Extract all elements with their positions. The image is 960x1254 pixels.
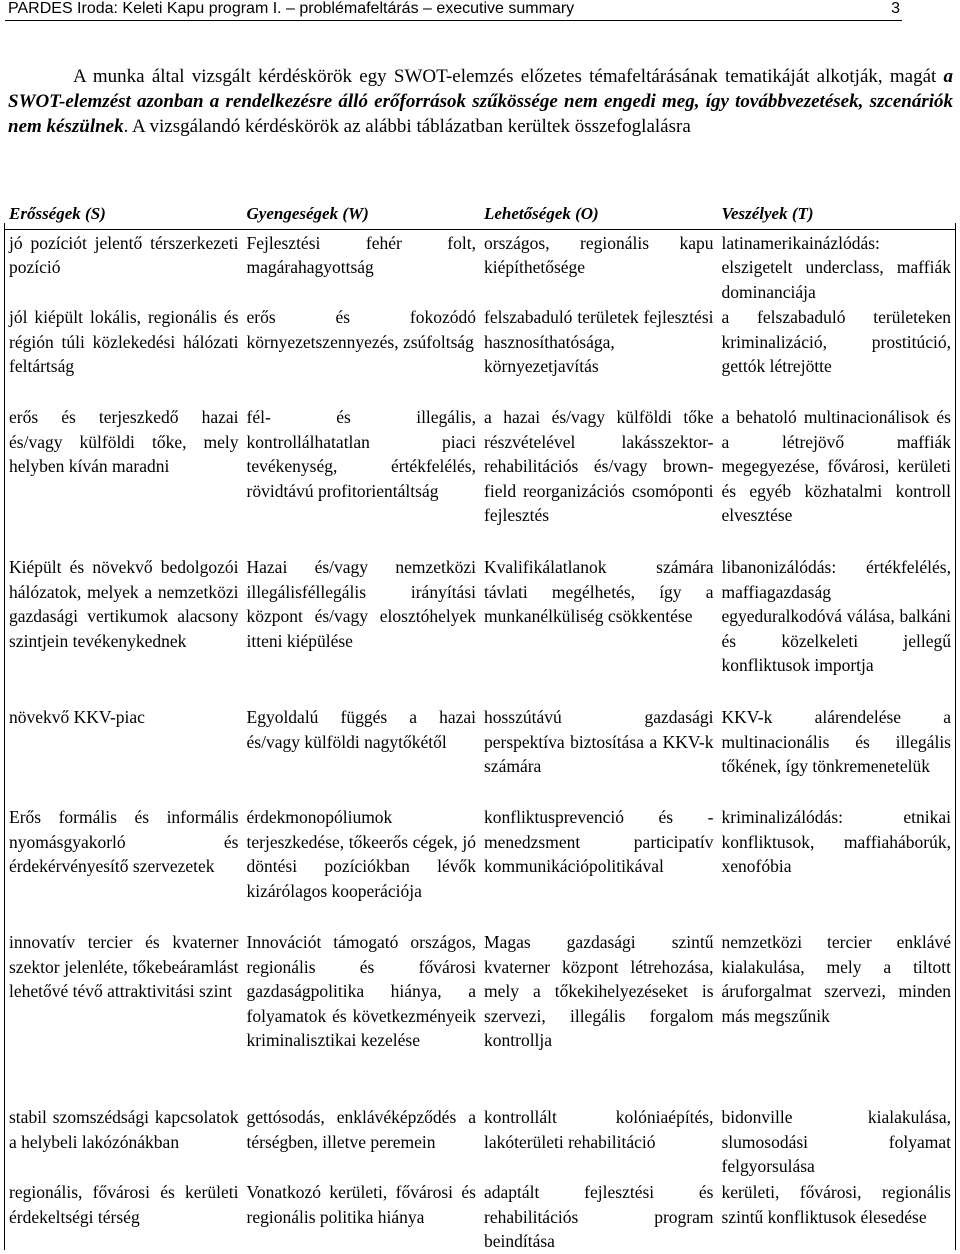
header-strengths: Erősségek (S) xyxy=(5,200,243,229)
weakness-cell: Hazai és/vagy nemzetközi illegálisféllegális irányítási központ és/vagy elosztóhelyek itteni kiépülése xyxy=(246,557,476,651)
weakness-cell: Egyoldalú függés a hazai és/vagy külföldi nagytőkétől xyxy=(246,707,476,752)
threat-cell: libanonizálódás: értékfelélés, maffiagazdaság egyeduralkodóvá válása, balkáni és közelkeleti jellegű konfliktusok importja xyxy=(721,557,951,675)
intro-paragraph xyxy=(8,64,953,139)
swot-table xyxy=(5,200,955,1254)
opportunity-cell: felszabaduló területek fejlesztési hasznosíthatósága, környezetjavítás xyxy=(484,307,714,376)
page-number: 3 xyxy=(891,0,900,17)
table-right-border xyxy=(955,223,956,1250)
opportunity-cell: hosszútávú gazdasági perspektíva biztosítása a KKV-k számára xyxy=(484,707,714,776)
opportunity-cell: Magas gazdasági szintű kvaterner központ létrehozása, mely a tőkekihelyezéseket is szervezi, illegális forgalom kontrollja xyxy=(484,932,714,1050)
weakness-cell: Fejlesztési fehér folt, magárahagyottság xyxy=(246,232,476,277)
table-row xyxy=(5,804,955,929)
strength-cell: jó pozíciót jelentő térszerkezeti pozíció xyxy=(9,232,239,277)
threat-cell: bidonville kialakulása, slumosodási folyamat felgyorsulása xyxy=(721,1107,951,1176)
opportunity-cell: kontrollált kolóniaépítés, lakóterületi rehabilitáció xyxy=(484,1107,714,1152)
table-row xyxy=(5,1179,955,1254)
opportunity-cell: Kvalifikálatlanok számára távlati megélhetés, így a munkanélküliség csökkentése xyxy=(484,557,714,626)
opportunity-cell: országos, regionális kapu kiépíthetősége xyxy=(484,232,714,277)
intro-text-plain: tematikáját alkotják, magát xyxy=(725,66,944,87)
table-row xyxy=(5,229,955,304)
weakness-cell: Innovációt támogató országos, regionális és fővárosi gazdaságpolitika hiánya, a folyamatok és következményeik kriminalisztikai kezelése xyxy=(246,932,476,1050)
table-row xyxy=(5,304,955,404)
strength-cell: Kiépült és növekvő bedolgozói hálózatok, melyek a nemzetközi gazdasági vertikumok alacsony szintjein tevékenykednek xyxy=(9,557,239,651)
threat-cell: a felszabaduló területeken kriminalizáció, prostitúció, gettók létrejötte xyxy=(721,307,951,376)
strength-cell: növekvő KKV-piac xyxy=(9,707,145,727)
table-row xyxy=(5,1104,955,1179)
strength-cell: stabil szomszédsági kapcsolatok a helybeli lakózónákban xyxy=(9,1107,239,1152)
page-header xyxy=(5,0,902,21)
intro-text-end: . A vizsgálandó kérdéskörök az alábbi táblázatban kerültek összefoglalásra xyxy=(123,116,691,137)
table-row xyxy=(5,929,955,1104)
threat-cell: a behatoló multinacionálisok és a létrejövő maffiák megegyezése, fővárosi, kerületi és egyéb közhatalmi kontroll elvesztése xyxy=(721,407,951,525)
strength-cell: Erős formális és informális nyomásgyakorló és érdekérvényesítő szervezetek xyxy=(9,807,239,876)
header-opportunities: Lehetőségek (O) xyxy=(480,200,718,229)
header-weaknesses: Gyengeségek (W) xyxy=(243,200,481,229)
opportunity-cell: konfliktusprevenció és -menedzsment participatív kommunikációpolitikával xyxy=(484,807,714,876)
header-threats: Veszélyek (T) xyxy=(718,200,956,229)
threat-cell: kriminalizálódás: etnikai konfliktusok, maffiaháborúk, xenofóbia xyxy=(721,807,951,876)
weakness-cell: Vonatkozó kerületi, fővárosi és regionális politika hiánya xyxy=(246,1182,476,1227)
table-row xyxy=(5,554,955,704)
threat-cell: KKV-k alárendelése a multinacionális és illegális tőkének, így tönkremenetelük xyxy=(721,707,951,776)
weakness-cell: fél- és illegális, kontrollálhatatlan piaci tevékenység, értékfelélés, rövidtávú profitorientáltság xyxy=(246,407,476,501)
table-row xyxy=(5,704,955,804)
strength-cell: erős és terjeszkedő hazai és/vagy külföldi tőke, mely helyben kíván maradni xyxy=(9,407,239,476)
weakness-cell: gettósodás, enklávéképződés a térségben, illetve peremein xyxy=(246,1107,476,1152)
intro-text-emphasis: a SWOT-elemzést azonban a rendelkezésre álló erőforrások szűkössége nem engedi meg, így továbbvezetések, szcenáriók nem készülnek xyxy=(8,66,954,137)
table-row xyxy=(5,404,955,554)
opportunity-cell: adaptált fejlesztési és rehabilitációs program beindítása xyxy=(484,1182,714,1251)
swot-header-row xyxy=(5,200,955,229)
weakness-cell: erős és fokozódó környezetszennyezés, zsúfoltság xyxy=(246,307,476,352)
weakness-cell: érdekmonopóliumok terjeszkedése, tőkeerős cégek, jó döntési pozíciókban lévők kizárólagos kooperációja xyxy=(246,807,476,901)
threat-cell: kerületi, fővárosi, regionális szintű konfliktusok élesedése xyxy=(721,1182,951,1227)
strength-cell: innovatív tercier és kvaterner szektor jelenléte, tőkebeáramlást lehetővé tévő attraktivitási szint xyxy=(9,932,239,1001)
strength-cell: regionális, fővárosi és kerületi érdekeltségi térség xyxy=(9,1182,239,1227)
strength-cell: jól kiépült lokális, regionális és régión túli közlekedési hálózati feltártság xyxy=(9,307,239,376)
threat-cell: latinamerikainázlódás: elszigetelt underclass, maffiák dominanciája xyxy=(721,232,951,302)
intro-line-1: A munka által vizsgált kérdéskörök egy SWOT-elemzés előzetes témafeltárásának xyxy=(73,66,718,87)
threat-cell: nemzetközi tercier enklávé kialakulása, mely a tiltott áruforgalmat szervezi, minden más megszűnik xyxy=(721,932,951,1026)
header-title: PARDES Iroda: Keleti Kapu program I. – problémafeltárás – executive summary xyxy=(8,0,575,17)
opportunity-cell: a hazai és/vagy külföldi tőke részvételével lakásszektor-rehabilitációs és/vagy brown-field reorganizációs csomóponti fejlesztés xyxy=(484,407,714,525)
